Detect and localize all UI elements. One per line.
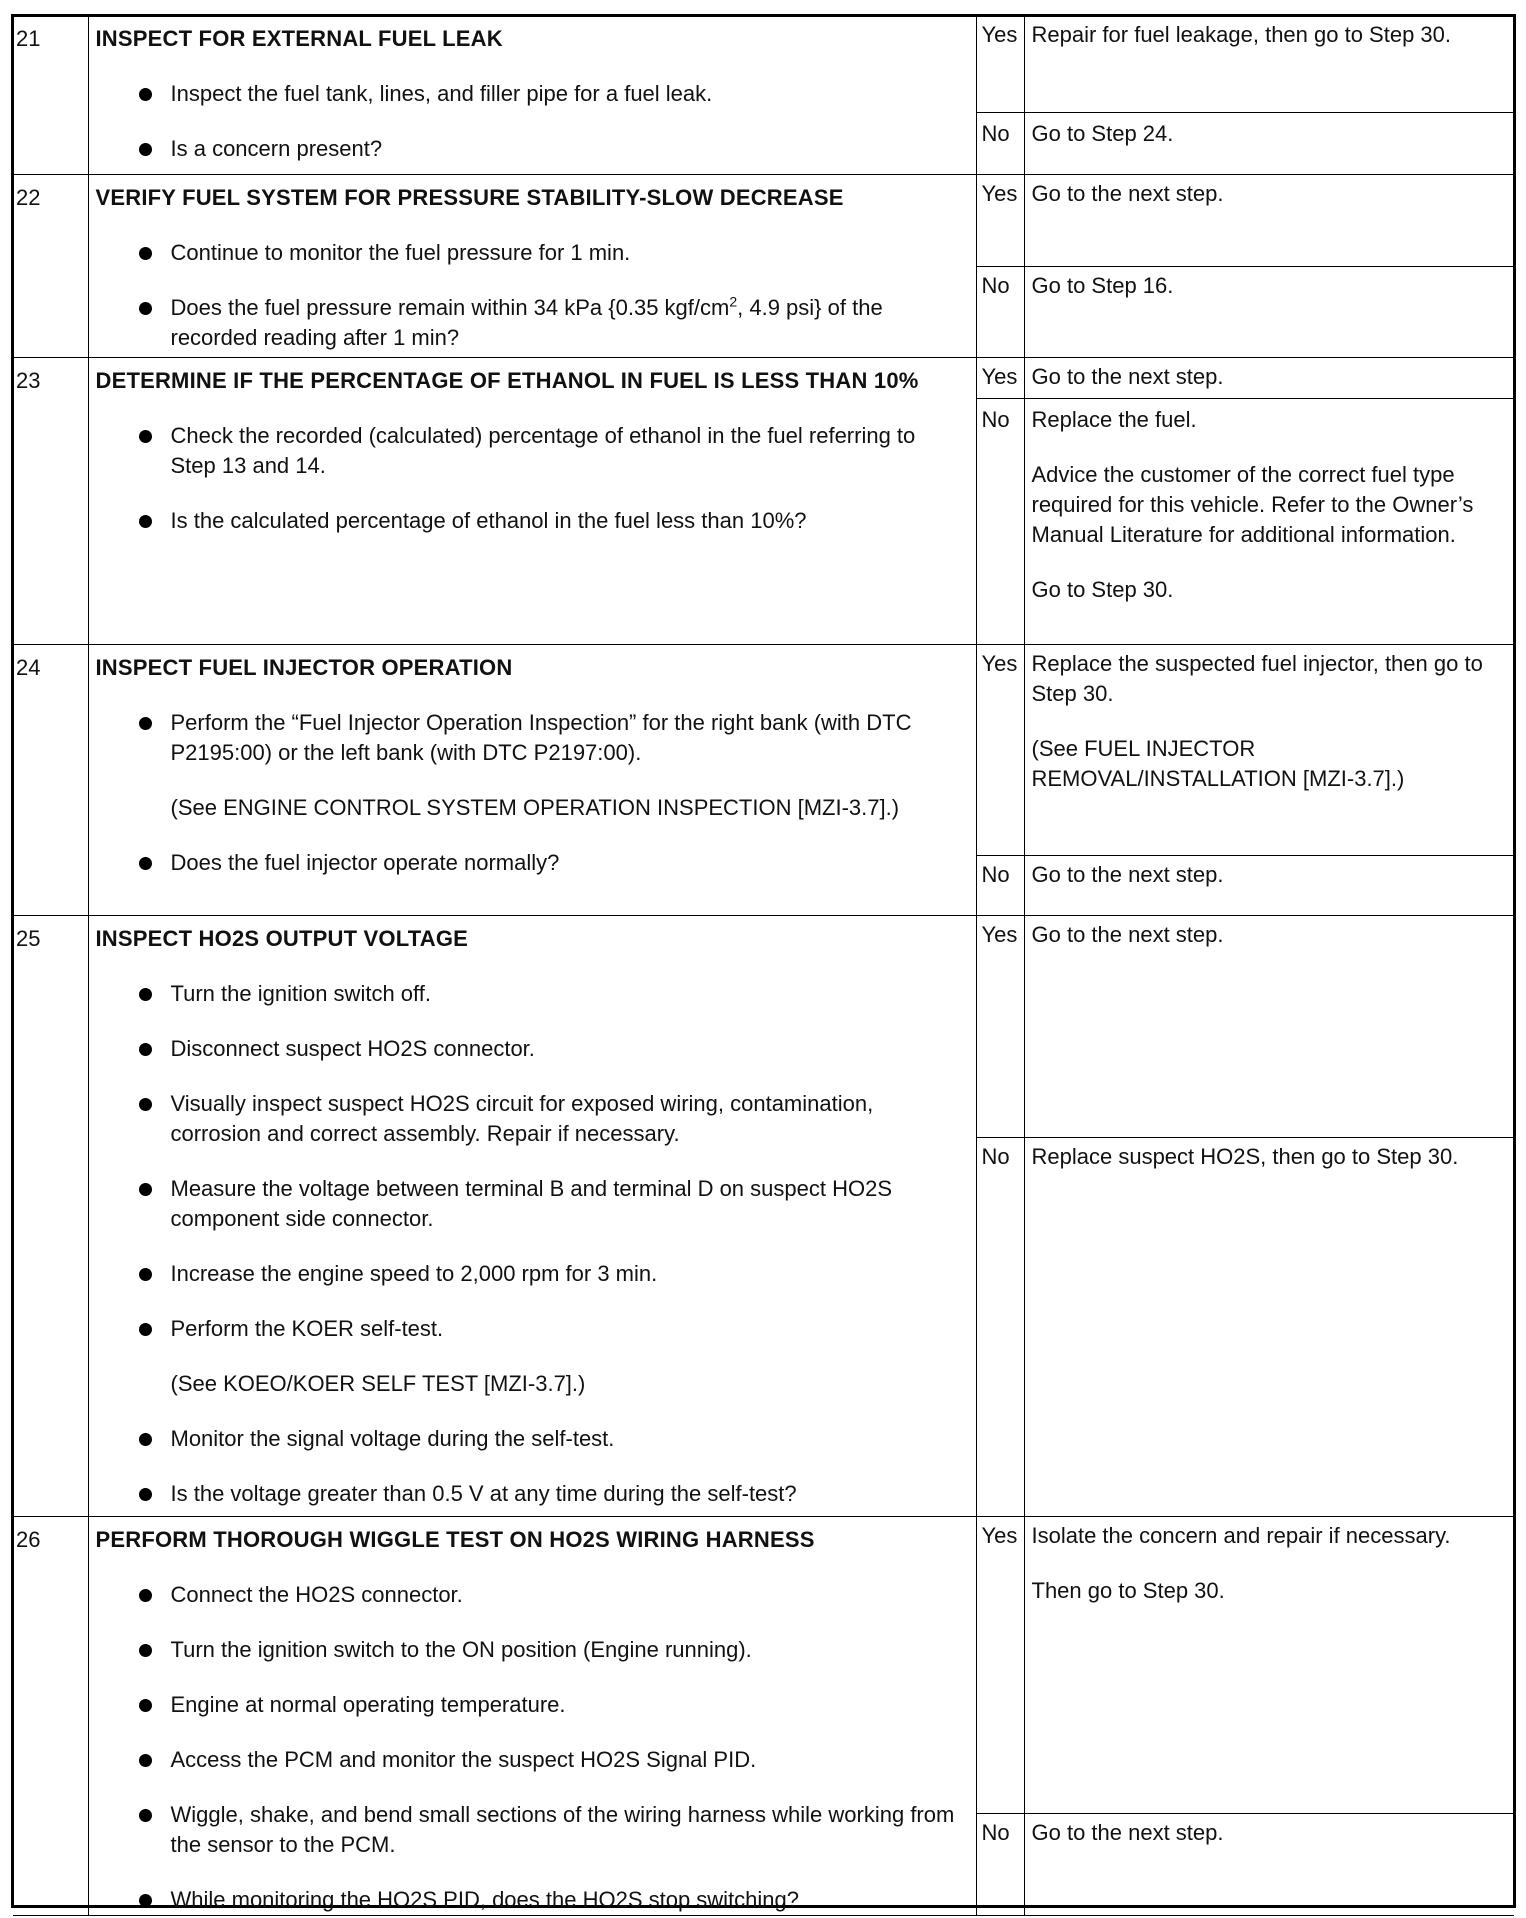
action-text: Then go to Step 30. bbox=[1031, 1577, 1225, 1603]
action-yes bbox=[1024, 174, 1514, 266]
action-text: Go to Step 16. bbox=[1031, 272, 1174, 298]
bullet-icon bbox=[139, 88, 152, 101]
answer-yes: Yes bbox=[976, 357, 1024, 398]
bullet-icon bbox=[139, 1323, 152, 1336]
answer-yes: Yes bbox=[976, 915, 1024, 1137]
action-text: Go to the next step. bbox=[1031, 861, 1224, 887]
bullet-item: Wiggle, shake, and bend small sections of the wiring harness while working from the sensor to the PCM. bbox=[96, 1800, 966, 1860]
action-text: Go to the next step. bbox=[1031, 363, 1224, 389]
step-title: INSPECT FUEL INJECTOR OPERATION bbox=[95, 654, 513, 680]
answer-no: No bbox=[976, 1137, 1024, 1516]
bullet-icon bbox=[139, 988, 152, 1001]
bullet-item: Disconnect suspect HO2S connector. bbox=[96, 1034, 966, 1064]
bullet-item: Turn the ignition switch off. bbox=[96, 979, 966, 1009]
bullet-icon bbox=[139, 1894, 152, 1907]
action-text: Replace suspect HO2S, then go to Step 30. bbox=[1031, 1143, 1459, 1169]
step-title: DETERMINE IF THE PERCENTAGE OF ETHANOL IN FUEL IS LESS THAN 10% bbox=[95, 367, 919, 393]
bullet-item: Continue to monitor the fuel pressure for 1 min. bbox=[96, 238, 966, 268]
bullet-icon bbox=[139, 1043, 152, 1056]
bullet-item: Turn the ignition switch to the ON position (Engine running). bbox=[96, 1635, 966, 1665]
action-text: Go to Step 24. bbox=[1031, 120, 1174, 146]
step-title: VERIFY FUEL SYSTEM FOR PRESSURE STABILITY-SLOW DECREASE bbox=[95, 184, 844, 210]
answer-yes: Yes bbox=[976, 1516, 1024, 1813]
bullet-icon bbox=[139, 1699, 152, 1712]
action-text: Go to the next step. bbox=[1031, 1819, 1224, 1845]
bullet-item: Is a concern present? bbox=[96, 134, 966, 164]
bullet-icon bbox=[139, 515, 152, 528]
action-text: Advice the customer of the correct fuel type required for this vehicle. Refer to the Owner’s Manual Literature for additional information. bbox=[1031, 461, 1474, 547]
answer-yes: Yes bbox=[976, 644, 1024, 855]
step-description bbox=[88, 357, 976, 644]
action-yes bbox=[1024, 915, 1514, 1137]
step-description bbox=[88, 1516, 976, 1915]
step-description bbox=[88, 16, 976, 174]
step-row-24 bbox=[13, 644, 1514, 855]
action-text: Go to the next step. bbox=[1031, 180, 1224, 206]
bullet-icon bbox=[139, 1644, 152, 1657]
action-yes bbox=[1024, 1516, 1514, 1813]
bullet-icon bbox=[139, 1809, 152, 1822]
answer-no: No bbox=[976, 398, 1024, 644]
action-no bbox=[1024, 266, 1514, 357]
step-description bbox=[88, 174, 976, 357]
answer-no: No bbox=[976, 266, 1024, 357]
action-yes bbox=[1024, 16, 1514, 112]
bullet-item: Perform the “Fuel Injector Operation Inspection” for the right bank (with DTC P2195:00) or the left bank (with DTC P2197:00). bbox=[96, 708, 966, 768]
step-row-26 bbox=[13, 1516, 1514, 1813]
bullet-item: Does the fuel pressure remain within 34 kPa {0.35 kgf/$cm^2$, 4.9 psi} of the recorded reading after 1 min? bbox=[96, 293, 966, 353]
action-text: Repair for fuel leakage, then go to Step 30. bbox=[1031, 22, 1452, 47]
bullet-icon bbox=[139, 430, 152, 443]
bullet-item: Perform the KOER self-test. bbox=[96, 1314, 966, 1344]
step-number: 24 bbox=[13, 644, 88, 915]
bullet-item: Check the recorded (calculated) percentage of ethanol in the fuel referring to Step 13 and 14. bbox=[96, 421, 966, 481]
action-no bbox=[1024, 398, 1514, 644]
step-description bbox=[88, 644, 976, 915]
action-yes bbox=[1024, 644, 1514, 855]
answer-no: No bbox=[976, 1813, 1024, 1915]
bullet-icon bbox=[139, 1268, 152, 1281]
bullet-item: Increase the engine speed to 2,000 rpm for 3 min. bbox=[96, 1259, 966, 1289]
bullet-icon bbox=[139, 1488, 152, 1501]
action-yes bbox=[1024, 357, 1514, 398]
step-row-22 bbox=[13, 174, 1514, 266]
bullet-item: Connect the HO2S connector. bbox=[96, 1580, 966, 1610]
step-number: 25 bbox=[13, 915, 88, 1516]
bullet-icon bbox=[139, 1754, 152, 1767]
answer-yes: Yes bbox=[976, 174, 1024, 266]
bullet-item: Does the fuel injector operate normally? bbox=[96, 848, 966, 878]
step-row-21 bbox=[13, 16, 1514, 112]
bullet-icon bbox=[139, 717, 152, 730]
step-title: INSPECT FOR EXTERNAL FUEL LEAK bbox=[95, 26, 503, 51]
answer-no: No bbox=[976, 855, 1024, 915]
bullet-item: Inspect the fuel tank, lines, and filler pipe for a fuel leak. bbox=[96, 79, 966, 109]
bullet-icon bbox=[139, 302, 152, 315]
diagnostic-steps-table bbox=[13, 16, 1514, 1916]
step-description bbox=[88, 915, 976, 1516]
bullet-item: Is the voltage greater than 0.5 V at any time during the self-test? bbox=[96, 1479, 966, 1509]
step-row-25 bbox=[13, 915, 1514, 1137]
bullet-icon bbox=[139, 1098, 152, 1111]
step-number: 21 bbox=[13, 16, 88, 174]
step-number: 22 bbox=[13, 174, 88, 357]
action-text: Go to Step 30. bbox=[1031, 576, 1174, 602]
bullet-icon bbox=[139, 857, 152, 870]
action-no bbox=[1024, 1813, 1514, 1915]
reference-note: (See KOEO/KOER SELF TEST [MZI-3.7].) bbox=[170, 1370, 586, 1396]
bullet-icon bbox=[139, 1589, 152, 1602]
action-text: Go to the next step. bbox=[1031, 921, 1224, 947]
bullet-icon bbox=[139, 247, 152, 260]
action-no bbox=[1024, 855, 1514, 915]
action-text: Replace the suspected fuel injector, then go to Step 30. bbox=[1031, 650, 1483, 706]
bullet-icon bbox=[139, 143, 152, 156]
action-text: Replace the fuel. bbox=[1031, 406, 1197, 432]
step-title: INSPECT HO2S OUTPUT VOLTAGE bbox=[95, 925, 469, 951]
bullet-item: Engine at normal operating temperature. bbox=[96, 1690, 966, 1720]
bullet-item: Monitor the signal voltage during the self-test. bbox=[96, 1424, 966, 1454]
bullet-icon bbox=[139, 1433, 152, 1446]
action-no bbox=[1024, 112, 1514, 174]
bullet-item: Visually inspect suspect HO2S circuit for exposed wiring, contamination, corrosion and correct assembly. Repair if necessary. bbox=[96, 1089, 966, 1149]
answer-no: No bbox=[976, 112, 1024, 174]
bullet-icon bbox=[139, 1183, 152, 1196]
step-title: PERFORM THOROUGH WIGGLE TEST ON HO2S WIRING HARNESS bbox=[95, 1526, 815, 1552]
reference-note: (See ENGINE CONTROL SYSTEM OPERATION INSPECTION [MZI-3.7].) bbox=[170, 794, 900, 820]
bullet-item: While monitoring the HO2S PID, does the HO2S stop switching? bbox=[96, 1885, 966, 1915]
action-no bbox=[1024, 1137, 1514, 1516]
action-text: (See FUEL INJECTOR REMOVAL/INSTALLATION [MZI-3.7].) bbox=[1031, 735, 1405, 791]
action-text: Isolate the concern and repair if necessary. bbox=[1031, 1522, 1451, 1548]
bullet-item: Measure the voltage between terminal B and terminal D on suspect HO2S component side connector. bbox=[96, 1174, 966, 1234]
step-number: 23 bbox=[13, 357, 88, 644]
step-number: 26 bbox=[13, 1516, 88, 1915]
answer-yes: Yes bbox=[976, 16, 1024, 112]
step-row-23 bbox=[13, 357, 1514, 398]
bullet-item: Access the PCM and monitor the suspect HO2S Signal PID. bbox=[96, 1745, 966, 1775]
bullet-item: Is the calculated percentage of ethanol in the fuel less than 10%? bbox=[96, 506, 966, 536]
